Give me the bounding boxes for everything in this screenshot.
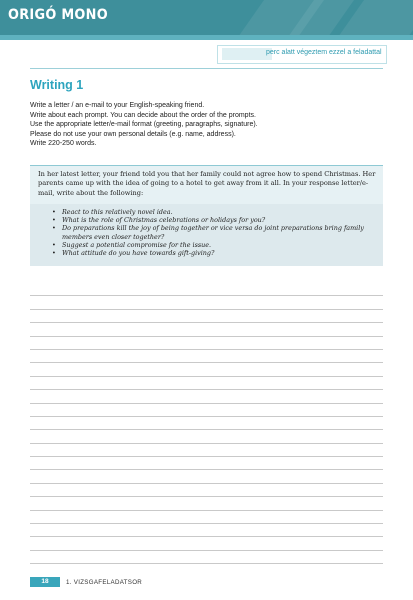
bullet-icon: • bbox=[52, 208, 56, 216]
bullet-icon: • bbox=[52, 216, 56, 225]
task-box bbox=[30, 165, 383, 265]
writing-line[interactable] bbox=[30, 377, 383, 390]
writing-line[interactable] bbox=[30, 323, 383, 336]
instruction-line: Write a letter / an e-mail to your English-speaking friend. bbox=[30, 102, 205, 109]
prompt-item bbox=[38, 249, 368, 257]
divider bbox=[30, 68, 383, 69]
prompt-text: Suggest a potential compromise for the issue. bbox=[62, 240, 212, 249]
bullet-icon: • bbox=[52, 249, 56, 258]
writing-lines[interactable] bbox=[30, 283, 383, 564]
bullet-icon: • bbox=[52, 240, 56, 249]
prompt-text: Do preparations kill the joy of being together or vice versa do joint preparations bring family members even closer together? bbox=[62, 224, 364, 241]
page-number: 18 bbox=[30, 577, 60, 587]
writing-line[interactable] bbox=[30, 390, 383, 403]
prompt-text: What is the role of Christmas celebrations or holidays for you? bbox=[62, 216, 266, 225]
writing-line[interactable] bbox=[30, 404, 383, 417]
instruction-line: Write 220-250 words. bbox=[30, 140, 97, 148]
instruction-line: Please do not use your own personal details (e.g. name, address). bbox=[30, 130, 236, 138]
prompt-item bbox=[38, 224, 368, 240]
writing-line[interactable] bbox=[30, 444, 383, 457]
writing-line[interactable] bbox=[30, 551, 383, 564]
writing-line[interactable] bbox=[30, 363, 383, 376]
writing-line[interactable] bbox=[30, 310, 383, 323]
prompt-text: What attitude do you have towards gift-giving? bbox=[62, 249, 215, 258]
writing-line[interactable] bbox=[30, 283, 383, 296]
writing-line[interactable] bbox=[30, 417, 383, 430]
footer bbox=[30, 577, 383, 587]
instructions bbox=[30, 101, 370, 149]
writing-line[interactable] bbox=[30, 350, 383, 363]
time-blank-field[interactable] bbox=[222, 48, 272, 60]
time-box-label: perc alatt végeztem ezzel a feladattal bbox=[266, 49, 382, 56]
section-label: 1. VIZSGAFELADATSOR bbox=[66, 579, 143, 586]
prompt-item bbox=[38, 216, 368, 224]
writing-line[interactable] bbox=[30, 430, 383, 443]
writing-line[interactable] bbox=[30, 296, 383, 309]
bullet-icon: • bbox=[52, 224, 56, 233]
instruction-line: Write about each prompt. You can decide about the order of the prompts. bbox=[30, 111, 256, 119]
time-box bbox=[217, 45, 387, 64]
writing-line[interactable] bbox=[30, 497, 383, 510]
writing-line[interactable] bbox=[30, 470, 383, 483]
header-banner bbox=[0, 0, 413, 40]
page-title: Writing 1 bbox=[30, 78, 84, 92]
writing-line[interactable] bbox=[30, 337, 383, 350]
prompt-item bbox=[38, 241, 368, 249]
prompt-list bbox=[38, 208, 368, 257]
prompt-item bbox=[38, 208, 368, 216]
instruction-line: Use the appropriate letter/e-mail format (greeting, paragraphs, signature). bbox=[30, 121, 258, 129]
writing-line[interactable] bbox=[30, 457, 383, 470]
task-intro: In her latest letter, your friend told you that her family could not agree how to spend Christmas. Her parents came up with the idea of going to a hotel to get away from it all. In your response letter/e-mail, write about the following: bbox=[38, 170, 376, 197]
brand-title: ORIGÓ MONO bbox=[8, 7, 108, 23]
header-accent-bar bbox=[0, 35, 413, 40]
writing-line[interactable] bbox=[30, 537, 383, 550]
prompt-text: React to this relatively novel idea. bbox=[62, 208, 173, 216]
writing-line[interactable] bbox=[30, 484, 383, 497]
writing-line[interactable] bbox=[30, 511, 383, 524]
writing-line[interactable] bbox=[30, 524, 383, 537]
